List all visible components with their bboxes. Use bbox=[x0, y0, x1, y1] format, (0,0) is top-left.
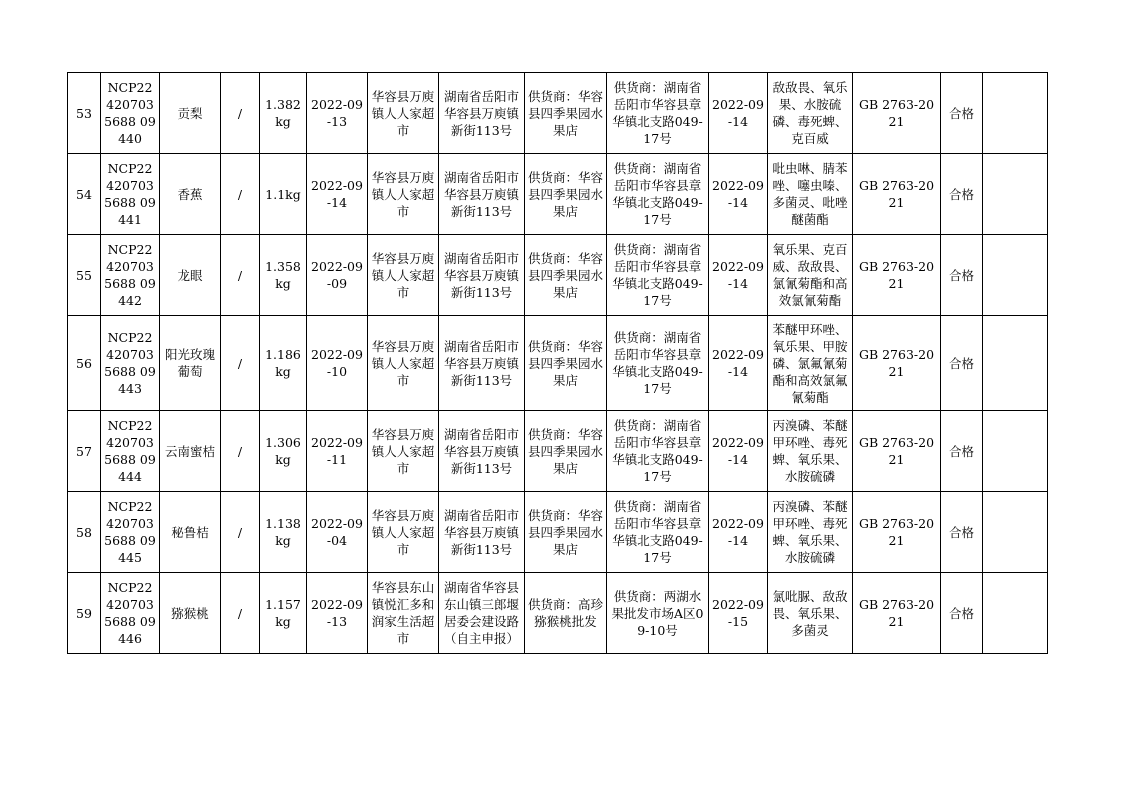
cell-production-date: 2022-09-13 bbox=[307, 73, 368, 154]
cell-specification: 1.157kg bbox=[260, 573, 307, 654]
cell-standard: GB 2763-2021 bbox=[853, 573, 941, 654]
cell-supplier-name: 供货商：华容县四季果园水果店 bbox=[525, 316, 607, 411]
cell-standard: GB 2763-2021 bbox=[853, 492, 941, 573]
sampling-results-table bbox=[67, 72, 1048, 654]
cell-sample-number: NCP224207035688 09440 bbox=[101, 73, 160, 154]
cell-result: 合格 bbox=[941, 573, 983, 654]
cell-result: 合格 bbox=[941, 492, 983, 573]
cell-row-index: 56 bbox=[68, 316, 101, 411]
cell-standard: GB 2763-2021 bbox=[853, 235, 941, 316]
cell-sampled-entity-address: 湖南省岳阳市华容县万庾镇新街113号 bbox=[439, 411, 525, 492]
cell-supplier-name: 供货商：华容县四季果园水果店 bbox=[525, 235, 607, 316]
cell-supplier-name: 供货商：华容县四季果园水果店 bbox=[525, 492, 607, 573]
cell-result: 合格 bbox=[941, 154, 983, 235]
cell-specification: 1.382kg bbox=[260, 73, 307, 154]
cell-standard: GB 2763-2021 bbox=[853, 316, 941, 411]
cell-production-date: 2022-09-09 bbox=[307, 235, 368, 316]
cell-sampled-entity: 华容县万庾镇人人家超市 bbox=[368, 73, 439, 154]
table-row bbox=[68, 411, 1048, 492]
cell-sample-number: NCP224207035688 09441 bbox=[101, 154, 160, 235]
cell-test-date: 2022-09-14 bbox=[709, 154, 768, 235]
cell-inspection-items: 吡虫啉、腈苯唑、噻虫嗪、多菌灵、吡唑醚菌酯 bbox=[768, 154, 853, 235]
cell-sampled-entity: 华容县万庾镇人人家超市 bbox=[368, 411, 439, 492]
table-row bbox=[68, 573, 1048, 654]
cell-row-index: 57 bbox=[68, 411, 101, 492]
cell-supplier-name: 供货商：高珍猕猴桃批发 bbox=[525, 573, 607, 654]
cell-brand: / bbox=[221, 573, 260, 654]
cell-sample-name: 阳光玫瑰葡萄 bbox=[160, 316, 221, 411]
cell-production-date: 2022-09-13 bbox=[307, 573, 368, 654]
cell-sampled-entity-address: 湖南省岳阳市华容县万庾镇新街113号 bbox=[439, 235, 525, 316]
cell-sampled-entity: 华容县万庾镇人人家超市 bbox=[368, 235, 439, 316]
cell-inspection-items: 敌敌畏、氧乐果、水胺硫磷、毒死蜱、克百威 bbox=[768, 73, 853, 154]
cell-sample-number: NCP224207035688 09446 bbox=[101, 573, 160, 654]
cell-test-date: 2022-09-14 bbox=[709, 316, 768, 411]
cell-supplier-address: 供货商：湖南省岳阳市华容县章华镇北支路049-17号 bbox=[607, 492, 709, 573]
cell-brand: / bbox=[221, 411, 260, 492]
cell-result: 合格 bbox=[941, 411, 983, 492]
cell-sample-name: 龙眼 bbox=[160, 235, 221, 316]
cell-sampled-entity: 华容县万庾镇人人家超市 bbox=[368, 154, 439, 235]
cell-result: 合格 bbox=[941, 235, 983, 316]
cell-sample-number: NCP224207035688 09442 bbox=[101, 235, 160, 316]
cell-row-index: 59 bbox=[68, 573, 101, 654]
table-body bbox=[68, 73, 1048, 654]
cell-sampled-entity: 华容县万庾镇人人家超市 bbox=[368, 316, 439, 411]
cell-brand: / bbox=[221, 316, 260, 411]
cell-brand: / bbox=[221, 154, 260, 235]
cell-production-date: 2022-09-04 bbox=[307, 492, 368, 573]
cell-inspection-items: 苯醚甲环唑、氧乐果、甲胺磷、氯氟氰菊酯和高效氯氟氰菊酯 bbox=[768, 316, 853, 411]
cell-supplier-address: 供货商：湖南省岳阳市华容县章华镇北支路049-17号 bbox=[607, 235, 709, 316]
cell-sample-number: NCP224207035688 09444 bbox=[101, 411, 160, 492]
cell-sample-name: 秘鲁桔 bbox=[160, 492, 221, 573]
cell-specification: 1.306kg bbox=[260, 411, 307, 492]
cell-row-index: 58 bbox=[68, 492, 101, 573]
cell-inspection-items: 丙溴磷、苯醚甲环唑、毒死蜱、氧乐果、水胺硫磷 bbox=[768, 492, 853, 573]
table-row bbox=[68, 316, 1048, 411]
cell-supplier-name: 供货商：华容县四季果园水果店 bbox=[525, 73, 607, 154]
cell-sample-name: 香蕉 bbox=[160, 154, 221, 235]
cell-note bbox=[983, 73, 1048, 154]
cell-standard: GB 2763-2021 bbox=[853, 411, 941, 492]
cell-note bbox=[983, 316, 1048, 411]
cell-supplier-name: 供货商：华容县四季果园水果店 bbox=[525, 154, 607, 235]
table-row bbox=[68, 154, 1048, 235]
cell-brand: / bbox=[221, 235, 260, 316]
cell-sampled-entity: 华容县万庾镇人人家超市 bbox=[368, 492, 439, 573]
table-row bbox=[68, 235, 1048, 316]
cell-specification: 1.186kg bbox=[260, 316, 307, 411]
cell-row-index: 54 bbox=[68, 154, 101, 235]
cell-test-date: 2022-09-15 bbox=[709, 573, 768, 654]
cell-standard: GB 2763-2021 bbox=[853, 154, 941, 235]
cell-specification: 1.1kg bbox=[260, 154, 307, 235]
cell-test-date: 2022-09-14 bbox=[709, 235, 768, 316]
cell-note bbox=[983, 154, 1048, 235]
cell-inspection-items: 氧乐果、克百威、敌敌畏、氯氰菊酯和高效氯氰菊酯 bbox=[768, 235, 853, 316]
cell-note bbox=[983, 235, 1048, 316]
cell-sampled-entity-address: 湖南省华容县东山镇三郎堰居委会建设路（自主申报） bbox=[439, 573, 525, 654]
cell-supplier-address: 供货商：湖南省岳阳市华容县章华镇北支路049-17号 bbox=[607, 411, 709, 492]
cell-test-date: 2022-09-14 bbox=[709, 411, 768, 492]
cell-standard: GB 2763-2021 bbox=[853, 73, 941, 154]
cell-sampled-entity: 华容县东山镇悦汇多和润家生活超市 bbox=[368, 573, 439, 654]
cell-production-date: 2022-09-11 bbox=[307, 411, 368, 492]
cell-test-date: 2022-09-14 bbox=[709, 492, 768, 573]
cell-brand: / bbox=[221, 492, 260, 573]
cell-sample-name: 贡梨 bbox=[160, 73, 221, 154]
cell-result: 合格 bbox=[941, 316, 983, 411]
cell-supplier-address: 供货商：湖南省岳阳市华容县章华镇北支路049-17号 bbox=[607, 73, 709, 154]
cell-note bbox=[983, 573, 1048, 654]
table-row bbox=[68, 73, 1048, 154]
cell-inspection-items: 氯吡脲、敌敌畏、氧乐果、多菌灵 bbox=[768, 573, 853, 654]
cell-note bbox=[983, 411, 1048, 492]
cell-production-date: 2022-09-10 bbox=[307, 316, 368, 411]
cell-sample-number: NCP224207035688 09443 bbox=[101, 316, 160, 411]
cell-sampled-entity-address: 湖南省岳阳市华容县万庾镇新街113号 bbox=[439, 316, 525, 411]
cell-note bbox=[983, 492, 1048, 573]
cell-supplier-address: 供货商：两湖水果批发市场A区09-10号 bbox=[607, 573, 709, 654]
cell-sampled-entity-address: 湖南省岳阳市华容县万庾镇新街113号 bbox=[439, 492, 525, 573]
cell-sample-name: 云南蜜桔 bbox=[160, 411, 221, 492]
cell-specification: 1.358kg bbox=[260, 235, 307, 316]
cell-sample-number: NCP224207035688 09445 bbox=[101, 492, 160, 573]
cell-row-index: 53 bbox=[68, 73, 101, 154]
cell-test-date: 2022-09-14 bbox=[709, 73, 768, 154]
cell-result: 合格 bbox=[941, 73, 983, 154]
cell-row-index: 55 bbox=[68, 235, 101, 316]
cell-inspection-items: 丙溴磷、苯醚甲环唑、毒死蜱、氧乐果、水胺硫磷 bbox=[768, 411, 853, 492]
cell-supplier-name: 供货商：华容县四季果园水果店 bbox=[525, 411, 607, 492]
cell-specification: 1.138kg bbox=[260, 492, 307, 573]
cell-sampled-entity-address: 湖南省岳阳市华容县万庾镇新街113号 bbox=[439, 154, 525, 235]
cell-supplier-address: 供货商：湖南省岳阳市华容县章华镇北支路049-17号 bbox=[607, 316, 709, 411]
cell-production-date: 2022-09-14 bbox=[307, 154, 368, 235]
cell-sampled-entity-address: 湖南省岳阳市华容县万庾镇新街113号 bbox=[439, 73, 525, 154]
cell-sample-name: 猕猴桃 bbox=[160, 573, 221, 654]
table-row bbox=[68, 492, 1048, 573]
cell-supplier-address: 供货商：湖南省岳阳市华容县章华镇北支路049-17号 bbox=[607, 154, 709, 235]
cell-brand: / bbox=[221, 73, 260, 154]
